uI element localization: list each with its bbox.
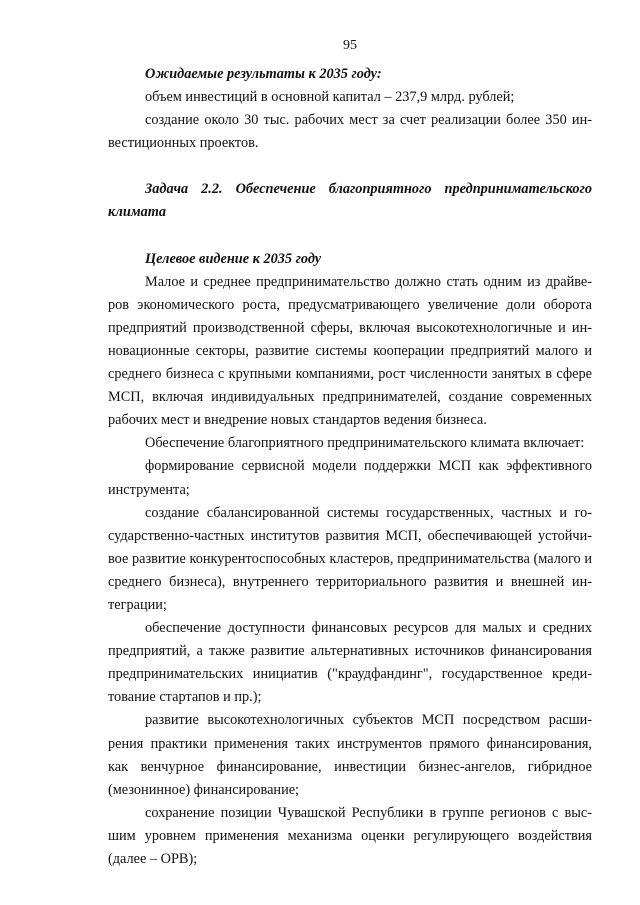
page-number: 95 — [343, 38, 357, 53]
task-heading — [108, 178, 592, 224]
vision-list-item: развитие высокотехнологичных субъектов МСП посредством расширения практики применения таких инструментов прямого финансирования, как венчурное финансирование, инвестиции бизнес-ангелов, гибридное (мезонинное) финансирование; — [108, 712, 592, 798]
task-heading-line-2: климата — [108, 204, 167, 221]
section-gap — [108, 225, 592, 248]
vision-list-item: сохранение позиции Чувашской Республики в группе регионов с высшим уровнем применения механизма оценки регулирующего воздействия (далее – ОРВ); — [108, 804, 592, 867]
expected-result-item: создание около 30 тыс. рабочих мест за счет реализации более 350 инвестиционных проектов. — [108, 112, 592, 152]
expected-result-item: объем инвестиций в основной капитал – 237,9 млрд. рублей; — [145, 89, 515, 106]
vision-list-item: формирование сервисной модели поддержки МСП как эффективного инструмента; — [108, 458, 592, 498]
vision-paragraph: Обеспечение благоприятного предпринимательского климата включает: — [145, 435, 585, 452]
vision-heading: Целевое видение к 2035 году — [145, 250, 322, 267]
vision-list-item: обеспечение доступности финансовых ресурсов для малых и средних предприятий, а также развитие альтернативных источников финансирования предпринимательских инициатив ("краудфандинг", государственное кредитование стартапов и пр.); — [108, 620, 592, 706]
task-heading-line-1: Задача 2.2. Обеспечение благоприятного предпринимательского — [145, 181, 592, 198]
vision-list-item: создание сбалансированной системы государственных, частных и государственно-частных институтов развития МСП, обеспечивающей устойчивое развитие конкурентоспособных кластеров, предпринимательства (малого и среднего бизнеса), внутреннего территориального развития и внешней интеграции; — [108, 504, 592, 613]
document-page — [108, 38, 592, 871]
expected-results-heading: Ожидаемые результаты к 2035 году: — [145, 66, 382, 82]
vision-paragraph: Малое и среднее предпринимательство должно стать одним из драйверов экономического роста, предусматривающего увеличение доли оборота предприятий производственной сферы, включая высокотехнологичные и инновационные секторы, развитие системы кооперации предприятий малого и среднего бизнеса с крупными компаниями, рост численности занятых в сфере МСП, включая индивидуальных предпринимателей, создание современных рабочих мест и внедрение новых стандартов ведения бизнеса. — [108, 273, 592, 429]
